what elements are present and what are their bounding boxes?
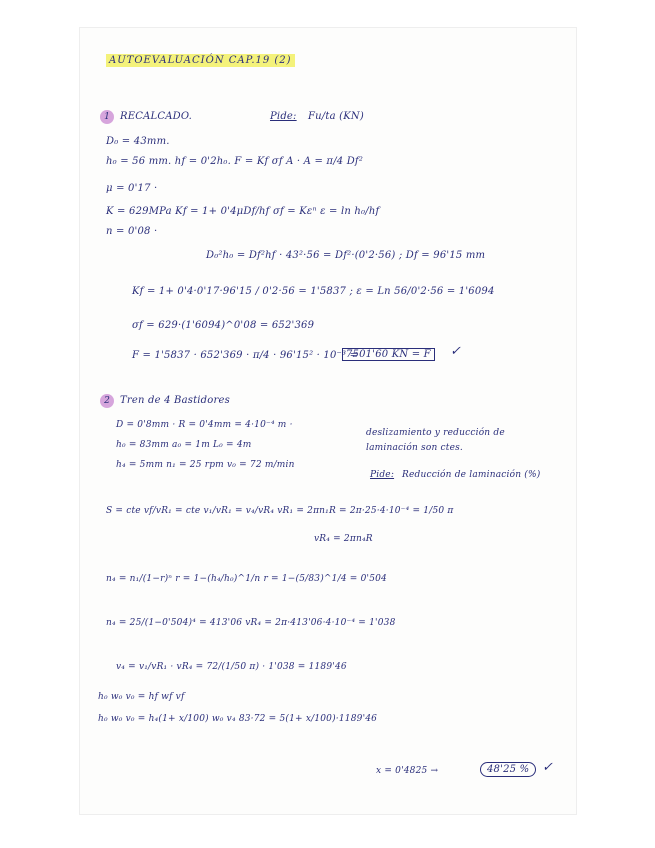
formula-line: h₀ = 83mm a₀ = 1m L₀ = 4m [116,440,252,450]
formula-line: n₄ = n₁/(1−r)ⁿ r = 1−(h₄/h₀)^1/n r = 1−(5/83)^1/4 = 0'504 [106,574,387,584]
formula-line: x = 0'4825 → [376,766,439,776]
formula-line: n = 0'08 · [106,226,158,237]
formula-line: σf = 629·(1'6094)^0'08 = 652'369 [132,320,315,331]
ask-text-2: Reducción de laminación (%) [402,470,541,480]
result-box-1: 7501'60 KN = F [342,348,435,361]
formula-line: vR₄ = 2πn₄R [314,534,373,544]
section-title-1: RECALCADO. [120,111,193,122]
check-mark-icon: ✓ [542,760,554,775]
formula-line: h₀ = 56 mm. hf = 0'2h₀. F = Kf σf A · A = π/4 Df² [106,156,364,167]
document-page [80,28,576,814]
section-title-2: Tren de 4 Bastidores [120,395,230,406]
formula-line: n₄ = 25/(1−0'504)⁴ = 413'06 vR₄ = 2π·413'06·4·10⁻⁴ = 1'038 [106,618,396,628]
page-title: AUTOEVALUACIÓN CAP.19 (2) [106,54,295,67]
result-circle-2: 48'25 % [480,762,536,777]
formula-line: μ = 0'17 · [106,183,158,194]
section-number-2: 2 [100,394,114,408]
formula-line: h₄ = 5mm n₁ = 25 rpm v₀ = 72 m/min [116,460,295,470]
side-note: laminación son ctes. [366,443,463,453]
formula-line: D₀ = 43mm. [106,136,170,147]
formula-line: h₀ w₀ v₀ = hf wf vf [98,692,185,702]
ask-label-2: Pide: [370,470,395,480]
ask-text-1: Fu/ta (KN) [308,111,364,122]
formula-line: F = 1'5837 · 652'369 · π/4 · 96'15² · 10⁻³ = [132,350,359,361]
formula-line: Kf = 1+ 0'4·0'17·96'15 / 0'2·56 = 1'5837 ; ε = Ln 56/0'2·56 = 1'6094 [132,286,495,297]
formula-line: S = cte vf/vR₁ = cte v₁/vR₁ = v₄/vR₄ vR₁ = 2πn₁R = 2π·25·4·10⁻⁴ = 1/50 π [106,506,454,516]
formula-line: h₀ w₀ v₀ = h₄(1+ x/100) w₀ v₄ 83·72 = 5(1+ x/100)·1189'46 [98,714,378,724]
check-mark-icon: ✓ [450,344,462,359]
section-number-1: 1 [100,110,114,124]
formula-line: D = 0'8mm · R = 0'4mm = 4·10⁻⁴ m · [116,420,293,430]
formula-line: v₄ = v₁/vR₁ · vR₄ = 72/(1/50 π) · 1'038 = 1189'46 [116,662,347,672]
formula-line: K = 629MPa Kf = 1+ 0'4μDf/hf σf = Kεⁿ ε = ln h₀/hf [106,206,380,217]
side-note: deslizamiento y reducción de [366,428,505,438]
ask-label-1: Pide: [270,111,297,122]
formula-line: D₀²h₀ = Df²hf · 43²·56 = Df²·(0'2·56) ; Df = 96'15 mm [206,250,486,261]
